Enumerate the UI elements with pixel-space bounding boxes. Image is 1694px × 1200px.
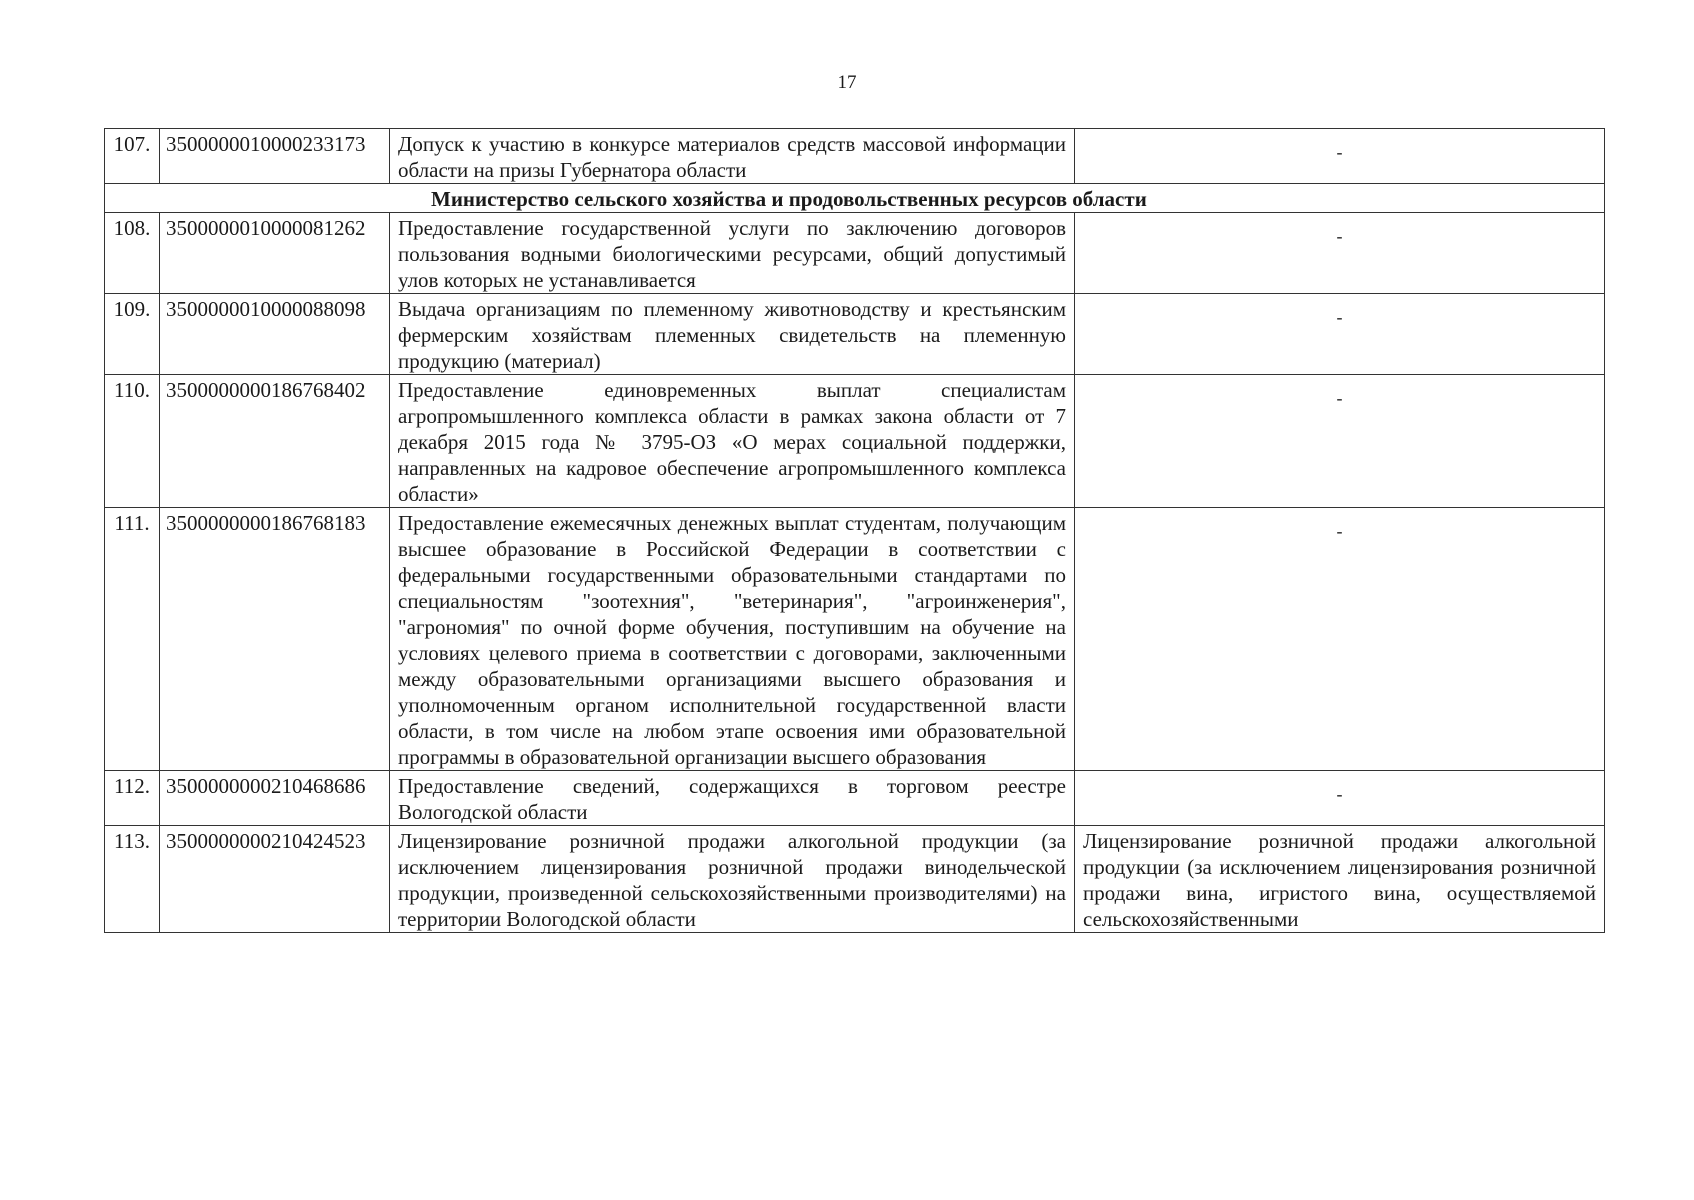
service-code: 3500000000186768183 <box>160 508 390 771</box>
service-name: Допуск к участию в конкурсе материалов средств массовой информации области на призы Губернатора области <box>390 129 1075 184</box>
table-row <box>105 375 1605 508</box>
service-note: - <box>1336 388 1343 408</box>
row-number: 113. <box>105 826 160 933</box>
service-name: Предоставление ежемесячных денежных выплат студентам, получающим высшее образование в Российской Федерации в соответствии с федеральными государственными образовательными стандартами по специальностям "зоотехния", "ветеринария", "агроинженерия", "агрономия" по очной форме обучения, поступившим на обучение на условиях целевого приема в соответствии с договорами, заключенными между образовательными организациями высшего образования и уполномоченным органом исполнительной государственной власти области, в том числе на любом этапе освоения ими образовательной программы в образовательной организации высшего образования <box>390 508 1075 771</box>
table-row <box>105 129 1605 184</box>
table-row <box>105 508 1605 771</box>
row-number: 110. <box>105 375 160 508</box>
service-code: 3500000000186768402 <box>160 375 390 508</box>
service-note: - <box>1336 521 1343 541</box>
service-note: - <box>1336 142 1343 162</box>
service-name: Лицензирование розничной продажи алкогольной продукции (за исключением лицензирования розничной продажи винодельческой продукции, произведенной сельскохозяйственными производителями) на территории Вологодской области <box>390 826 1075 933</box>
table-row <box>105 294 1605 375</box>
service-note: - <box>1336 784 1343 804</box>
row-number: 109. <box>105 294 160 375</box>
service-note: Лицензирование розничной продажи алкогольной продукции (за исключением лицензирования розничной продажи вина, игристого вина, осуществляемой сельскохозяйственными <box>1075 826 1605 933</box>
row-number: 108. <box>105 213 160 294</box>
service-code: 3500000010000081262 <box>160 213 390 294</box>
row-number: 112. <box>105 771 160 826</box>
service-code: 3500000010000088098 <box>160 294 390 375</box>
table-row <box>105 213 1605 294</box>
service-note: - <box>1336 307 1343 327</box>
section-title: Министерство сельского хозяйства и продовольственных ресурсов области <box>105 184 1605 213</box>
services-table <box>104 128 1605 933</box>
service-note: - <box>1336 226 1343 246</box>
row-number: 111. <box>105 508 160 771</box>
row-number: 107. <box>105 129 160 184</box>
table-row <box>105 771 1605 826</box>
service-name: Предоставление единовременных выплат специалистам агропромышленного комплекса области в рамках закона области от 7 декабря 2015 года № 3795-ОЗ «О мерах социальной поддержки, направленных на кадровое обеспечение агропромышленного комплекса области» <box>390 375 1075 508</box>
service-code: 3500000000210468686 <box>160 771 390 826</box>
service-name: Выдача организациям по племенному животноводству и крестьянским фермерским хозяйствам племенных свидетельств на племенную продукцию (материал) <box>390 294 1075 375</box>
service-name: Предоставление государственной услуги по заключению договоров пользования водными биологическими ресурсами, общий допустимый улов которых не устанавливается <box>390 213 1075 294</box>
service-code: 3500000010000233173 <box>160 129 390 184</box>
service-code: 3500000000210424523 <box>160 826 390 933</box>
service-name: Предоставление сведений, содержащихся в торговом реестре Вологодской области <box>390 771 1075 826</box>
section-row <box>105 184 1605 213</box>
page-number: 17 <box>837 72 857 93</box>
table-row <box>105 826 1605 933</box>
